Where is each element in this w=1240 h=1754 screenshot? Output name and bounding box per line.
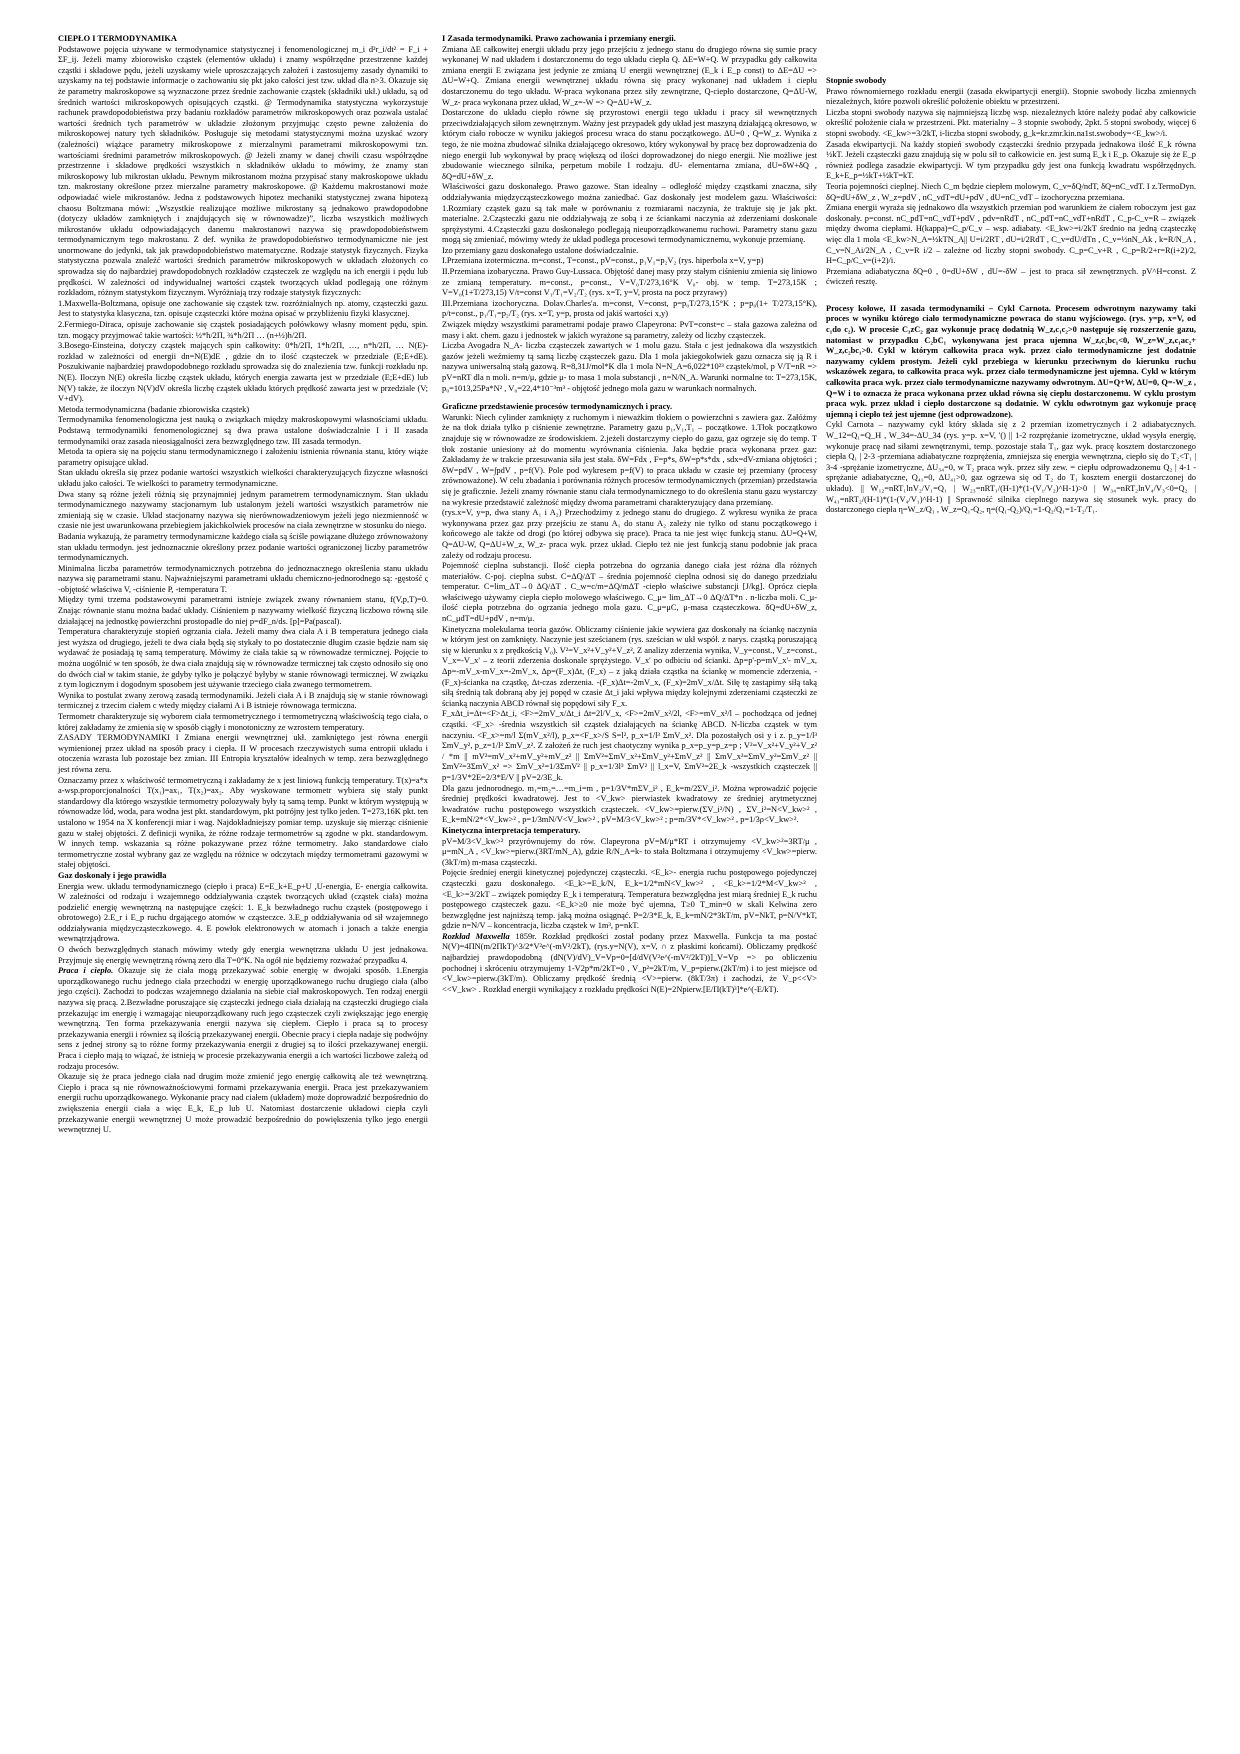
paragraph: I.Przemiana izotermiczna. m=const., T=const., pV=const., p₁V₁=p₂V₂ (rys. hiperbola x=V, y=p) [442,256,764,266]
paragraph: Oznaczamy przez x właściwość termometryczną i zakładamy że x jest liniową funkcją temperatury. T(x)=a*x a-wsp.proporcjonalności T(x₁)=ax₁, T(x₂)=ax₂. Aby wyskowane termometr wybiera się stały punkt standardowy dla którego wszystkie termometry polozywały były tą samą temp. Punkt w którym występują w równowadze lód, woda, para wodna jest pkt. standardowym, pkt potrójny jest tylko jeden. T=273,16K pkt. ten ustalono w 1954 na X konferencji miar i wag. Najdokładniejszy pomiar temp. uzyskuje się mierząc ciśnienie gazu w stałej objętości. Z definicji wynika, że różne rodzaje termometrów są zgodne w pkt. standardowym. W innych temp. wskazania są różne pokazywane przez różne termometry. Jako standardowe ciało termometryczne został wybrany gaz ze względu na różnice w odczytach między termometrami gazowymi w stałej objętości. [58,775,428,870]
spacer [826,296,1196,304]
column-right [826,76,1196,516]
section-heading: Kinetyczna interpretacja temperatury. [442,825,581,835]
section-heading: Procesy kołowe, II zasada termodynamiki – Cykl Carnota. Procesem odwrotnym nazywamy taki proces w wyniku którego ciało termodynamiczne powraca do stanu wyjściowego. (rys. y=p, x=V, od c₁do c₂). W procesie C₁zC₂ gaz wykonuje pracę dodatnią W_z,c₁c₂>0 następuje się rozszerzenie gazu, natomiast w przypadku C₂bC₁ wykonywana jest praca ujemna W_z,c₂bc₁<0, W_z=W_z,c₁ac₂+ W_z,c₂bc₁>0. Cykl w którym całkowita praca wyk. przez ciało termodynamiczne jest dodatnie nazywamy cyklem prostym. Jeżeli cykl przebiega w kierunku przeciwnym do kierunku ruchu wskazówek zegara, to całkowita praca wyk. przez ciało termodynamiczne jest ujemna. Cykl w którym całkowita praca wyk. przez ciało termodynamiczne nazywamy odwrotnym. ΔU=Q+W, ΔU=0, Q=-W_z , Q=W i to oznacza że praca wykonana przez układ równa się ciepłu dostarczonemu. W cyklu prostym praca wyk. przez układ i ciepło dostarczone są dodatnie. W cyklu odwrotnym gaz wykonuje pracę ujemną i ciepło też jest ujemne (jest odprowadzone). [826,303,1196,419]
paragraph: Wynika to postulat zwany zerową zasadą termodynamiki. Jeżeli ciała A i B znajdują się w stanie równowagi termicznej z trzecim ciałem c wtedy między ciałami A i B istnieje równowaga termiczna. [58,690,428,711]
paragraph-text: Okazuje się że ciała mogą przekazywać sobie energię w dwojaki sposób. 1.Energia uporządkowanego ruchu jednego ciała przechodzi w energię uporządkowanego ruchu drugiego ciała (albo jego części). Zachodzi to podczas wzajemnego działania na siebie ciał makroskopowych. Ten rodzaj energii nazywa się pracą. 2.Bezwładne poruszające się cząsteczki jednego ciała działają na cząsteczki drugiego ciała przekazując im energię i wzmagając nieuporządkowany ruch jego cząsteczek czyli zwiększając jego energię wewnętrzną. Ten forma przekazywania energii nazywa się ciepłem. Ciepło i praca są to procesy przekazywania energii i równiez są ilością przekazywanej energii. Obecnie pracy i ciepła nadaje się podwójny sens z jednej strony są to różne formy przekazywania energii z drugiej są to ilości przekazywanej energii. Praca i ciepło mają to wiązać, że istnieją w procesie przekazywania energii a ich wartości liczbowe zależą od rodzaju procesów. [58,966,428,1071]
paragraph [442,932,817,996]
paragraph: 1.Maxwella-Boltzmana, opisuje one zachowanie się cząstek tzw. rozróżnialnych np. atomy, cząsteczki gazu. Jest to statystyka klasyczna, tzn. opisuje cząsteczki które można opisać w przybliżeniu fizyki klasycznej. [58,298,428,319]
paragraph: Stan układu określa się przez podanie wartości wszystkich wielkości charakteryzujących fizyczne własności układu jako całości. Te wielkości to parametry termodynamiczne. [58,468,428,488]
column-left [58,34,428,1136]
paragraph: O dwóch bezwzględnych stanach mówimy wtedy gdy energia wewnętrzna układu U jest jednakowa. Przyjmuje się energię wewnętrzną równą zero dla T=0°K. Na ogół nie będziemy rozważać przypadku 4. [58,945,428,965]
section-heading: Gaz doskonały i jego prawidła [58,870,167,880]
section-heading: Graficzne przedstawienie procesów termodynamicznych i pracy. [442,402,673,412]
paragraph: Energia wew. układu termodynamicznego (ciepło i praca) E=E_k+E_p+U ,U-energia, E- energia całkowita. W zależności od rodzaju i wzajemnego oddziaływania cząstek tworzących układ (cząstek ciała) można podzielić energię wewnętrzną na następujące części: 1. E_k bezwładnego ruchu cząstek (postępowego i obrotowego) 2.E_r i E_p ruchu drgającego atomów w cząsteczce. 3.E_p oddziaływania od sił wzajemnego oddziaływania międzycząsteczkowego. 4. E powłok elektronowych w atomach i jonach a także energia wewnątrzjądrowa. [58,881,428,944]
section-heading: I Zasada termodynamiki. Prawo zachowania i przemiany energii. [442,34,676,43]
paragraph: Prawo równomiernego rozkładu energii (zasada ekwipartycji energii). Stopnie swobody liczba zmiennych niezależnych, które pozwoli określić położenie obiektu w przestrzeni. [826,86,1196,107]
paragraph: Kinetyczna molekularna teoria gazów. Obliczamy ciśnienie jakie wywiera gaz doskonały na ściankę naczynia w którym jest on zamknięty. Naczynie jest sześcianem (rys. sześcian w ukł współ. z narys. cząstką poruszającą się w kierunku x z prędkością V₀). V²=V_x²+V_y²+V_z², Z analizy zderzenia wynika, V_y=const., V_z=const., V_x=-V_x' – z teorii zderzenia doskonale sprężystego. V_x' po odbiciu od ścianki. Δp=p'-p=mV_x'- mV_x, Δp=-mV_x-mV_x=-2mV_x, Δp=(F_x)Δt, (F_x) – z jaką działa cząstka na ściankę w momencie zderzenia, -(F_x)-ścianka na cząstkę, Δt-czas zderzenia. -(F_x)Δt=-2mV_x, (F_x)=2mV_x/Δt. Siłę tę zastąpimy siłą taką siłą średnią tak dobraną aby jej popęd w czasie Δt_i jaki wpływa między kolejnymi zderzeniami cząsteczki ze ścianką naczynia ABCD równał się popędowi siły F_x. [442,624,817,708]
paragraph: Przemiana adiabatyczna δQ=0 , 0=dU+δW , dU=-δW – jest to praca sił zewnętrznych. pV^H=const. Z ćwiczeń resztę. [826,266,1196,287]
paragraph: Zmiana ΔE całkowitej energii układu przy jego przejściu z jednego stanu do drugiego równa się sumie pracy wykonanej W nad układem i dostarczonemu do tego układu ciepła Q. ΔE=W+Q. W przypadku gdy całkowita zmiana energii E związana jest jedynie ze zmianą U energii wewnętrznej (E_k i E_p const) to ΔE=ΔU => ΔU=W+Q. Zmiana energii wewnętrznej układu równa się pracy wykonanej nad układem i ciepłu dostarczonemu do tego układu. W-praca wykonana przez siły zewnętrzne, Q-ciepło dostarczone, Q=ΔU-W, W_z- praca wykonana przez układ, W_z=-W => Q=ΔU+W_z. [442,44,817,107]
paragraph: Związek między wszystkimi parametrami podaje prawo Clapeyrona: PvT=const=c – stała gazowa zależna od masy i akt. chem. gazu i jednostek w jakich wyrażone są parametry, zależy od liczby cząsteczek. [442,320,817,340]
paragraph: Cykl Carnota – nazywamy cykl który składa się z 2 przemian izometrycznych i 2 adiabatycznych. W_12=Q₁=Q_H , W_34=-ΔU_34 (rys. y=p. x=V, '() || 1-2 rozprężanie izometryczne, układ wysyła energię, wykonuje pracę nad siłami zewnętrznymi, temp. pozostaje stała T₁, gaz wyk. pracę kosztem dostarczonego ciepła Q₁ | 2-3 -przemiana adiabatyczne rozprężenia, zmniejsza się energia wewnętrzna, ciepło się do T₂<T₁ | 3-4 -sprężanie izometryczne, ΔU₃₄=0, w T₂ praca wyk. przez siły zew. = ciepłu odprowadzonemu Q₂ | 4-1 -sprężanie adiabatyczne, Q₄₁=0, ΔU₄₁>0, gaz ogrzewa się od T₂ do T₁ kosztem energii dostarczonej do układu). || W₁₂=nRT₁lnV₂/V₁=Q₁ | W₂₃=nRT₁/(H-1)*(1-(V₁/V₂)^H-1)>0 | W₃₄=nRT₂lnV₄/V₃<0=Q₂ | W₄₁=nRT₂/(H-1)*(1-(V₄/V₁)^H-1) || Sprawność silnika cieplnego nazywa się stosunek wyk. pracy do dostarczonego ciepła η=W_z/Q₁ , W_z=Q₁-Q₂, η=(Q₁-Q₂)/Q₁=1-Q₂/Q₁=1-T₂/T₁. [826,420,1196,515]
inline-heading: Rozkład Maxwella [442,931,510,941]
column-middle [442,34,817,995]
spacer [826,288,1196,296]
paragraph: Liczba Avogadra N_A- liczba cząsteczek zawartych w 1 molu gazu. Stała c jest jednakowa dla wszystkich gazów jeżeli weźmiemy tą samą liczbę cząsteczek gazu. Dla 1 mola jakiegokolwiek gazu oznacza się ją R i nazywa uniwersalną stałą gazową. R=8,31J/mol*K dla 1 mola N=N_A=6,022*10²³ cząstek/mol, p V/T=nR => pV=nRT dla n moli. n=m/μ, gdzie μ- to masa 1 mola substancji , n=N/N_A. Warunki normalne to: T=273,15K, p₀=1013,25Pa*N² , V₀=22,4*10⁻³m³ - objętość jednego mola gazu w warunkach normalnych. [442,341,817,393]
paragraph: Dla gazu jednorodnego. m₁=m₂=…=m_i=m , p=1/3V*mΣV_i² , E_k=m/2ΣV_i². Można wprowadzić pojęcie średniej prędkości kwadratowej. Jest to <V_kw> pierwiastek kwadratowy ze średniej arytmetycznej kwadratów ruchu postępowego wszystkich cząsteczek. <V_kw>=pierw.(ΣV_i²/N) , ΣV_i²=N<V_kw>² , E_k=mN/2*<V_kw>² , p=1/3mN/V<V_kw>² , pV=M/3<V_kw>² ; p=m/3V*<V_kw>² , p=1/3ρ<V_kw>². [442,783,817,825]
paragraph: F_xΔt_i=Δt=<F>Δt_i, <F>=2mV_x/Δt_i Δt=2l/V_x, <F>=2mV_x²/2l, <F>=mV_x²/l – pochodząca od jednej cząstki. <F_x> -średnia wszystkich sił cząstek działających na ściankę ABCD. N-liczba cząstek w tym naczyniu. <F_x>=m/l Σ(mV_x²/l), p_x=<F_x>/S S=l², p_x=1/l³ ΣmV_x². Dla pozostałych osi y i z. p_y=1/l³ ΣmV_y², p_z=1/l³ ΣmV_z². Z założeń że ruch jest chaotyczny wynika p_x=p_y=p_z=p ; V²=V_x²+V_y²+V_z² / *m || mV²=mV_x²+mV_y²+mV_z² || ΣmV²=ΣmV_x²+ΣmV_y²+ΣmV_z² || ΣmV_x²=ΣmV_y²=ΣmV_z² || ΣmV²=3ΣmV_x² => ΣmV_x²=1/3ΣmV² || p_x=1/3l³ ΣmV² || l_x=V, ΣmV²=2E_k -wszystkich cząsteczek || p=1/3V*2E=2/3*E/V || pV=2/3E_k. [442,709,817,782]
paragraph: Między tymi trzema podstawowymi parametrami istnieje związek zwany równaniem stanu, f(V,p,T)=0. Znając równanie stanu można badać układy. Ciśnieniem p nazywamy wielkość fizyczną liczbowo równą sile działającej na jednostkę powierzchni prostopadle do niej p=dF_n/ds. [p]=Pa(pascal). [58,595,428,626]
paragraph: III.Przemiana izochoryczna. Dolav.Charles'a. m=const, V=const, p=p₀T/273,15°K ; p=p₀(1+ T/273,15°K), p/t=const., p₁/T₁=p₂/T₂ (rys. x=T, y=p, prosta od jakiś wartości x,y) [442,298,817,319]
paragraph: Okazuje się że praca jednego ciała nad drugim może zmienić jego energię całkowitą ale też wewnętrzną. Ciepło i praca są nie równoważnościowymi formami przekazywania energii. Praca jest przekazywaniem energii ruchu uporządkowanego. Wykonanie pracy nad ciałem (układem) może doprowadzić bezpośrednio do zwiększenia energii ciała a więc E_k, E_p lub U. Natomiast dostarczenie układowi ciepła czyli przekazywanie energii wewnętrznej U może prowadzić bezpośrednio do powiększenia tylko jego energii wewnętrznej U. [58,1072,428,1135]
paragraph: II.Przemiana izobaryczna. Prawo Guy-Lussaca. Objętość danej masy przy stałym ciśnieniu zmienia się liniowo ze zmianą temperatury. m=const., p=const., V=V₀T/273,16°K V₀- obj. w temp. T=273,15K ; V=V₀(1+T/273,15) V/t=const V₁/T₁=V₂/T₂ (rys. x=T, y=V, prosta na pocz przyrawy) [442,267,817,298]
paragraph: Teoria pojemności cieplnej. Niech C_m będzie ciepłem molowym, C_v=δQ/ndT, δQ=nC_vdT. I z.TermoDyn. δQ=dU+δW_z , W_z=pdV , nC_vdT=dU+pdV , dU=nC_vdT – izochoryczna przemiana. [826,181,1196,202]
paragraph: 2.Fermiego-Diraca, opisuje zachowanie się cząstek posiadających połówkowy własny moment pędu, spin. tzn. mogący przyjmować takie wartości: ½*h/2Π, ¾*h/2Π … (n+½)h/2Π. [58,320,428,340]
paragraph: pV=M/3<V_kw>² przyrównujemy do rów. Clapeyrona pV=M/μ*RT i otrzymujemy <V_kw>²=3RT/μ , μ=mN_A , <V_kw>=pierw.(3RT/mN_A), gdzie R/N_A=k- to stała Boltzmana i otrzymujemy <V_kw>=pierw.(3kT/m) m-masa cząsteczki. [442,836,817,867]
paragraph: Pojęcie średniej energii kinetycznej pojedynczej cząsteczki. <E_k>- energia ruchu postępowego pojedynczej cząsteczki gazu doskonałego. <E_k>=E_k/N, E_k=1/2*mN<V_kw>² , <E_k>=1/2*M<V_kw>² , <E_k>=3/2kT – związek pomiędzy E_k i temperaturą. Temperatura bezwzględna jest miarą średniej E_k ruchu postępowego cząsteczek gazu. <E_k>≥0 nie może być ujemna, T≥0 T_min=0 w skali Kelwina zero bezwzględne jest najniższą temp. jaką można osiągnąć. P=2/3*E_k, E_k=mN/2*3kT/m, pV=NkT, p=N/V*kT, gdzie n=N/V – koncentracja, liczba cząstek w 1m³, p=nkT. [442,868,817,931]
paragraph: Temperatura charakteryzuje stopień ogrzania ciała. Jeżeli mamy dwa ciała A i B temperatura jednego ciała jest wyższa od drugiego, jeżeli te dwa ciała będą się stykały to po dostatecznie długim czasie będzie nam się wydawać że posiadają tę samą temperaturę. Mówimy że ciała takie są w równowadze termicznej. Pojęcie to można uogólnić w ten sposób, że dwa ciała znajdują się w równowadze termicznej tak często odnosiło się ono do dwóch ciał w takim stanie, że gdyby tylko je połączyć byłyby w stanie równowagi termicznej. W związku z tym logicznym i dogodnym sposobem jest używanie trzeciego ciała zwanego termometrem. [58,627,428,690]
paragraph: 3.Bosego-Einsteina, dotyczy cząstek mających spin całkowity: 0*h/2Π, 1*h/2Π, …, n*h/2Π, … N(E)- rozkład w zależności od energii dn=N(E)dE , gdzie dn to ilość cząsteczek w przedziale (E;E+dE). Poszukiwanie najbardziej prawdopodobnego rozkładu sprowadza się do znalezienia tzw. funkcji rozkładu np. N(E). Iloczyn N(E) określa liczbę cząstek układu, których energia zawarta jest w przedziale (E;E+dE) lub N(V) także, że iloczyn N(V)dV określa liczbę cząstek układu których prędkość zawarta jest w przedziale (V; V+dV). [58,341,428,404]
section-heading: Metoda termodynamiczna (badanie zbiorowiska cząstek) [58,404,250,414]
paragraph: Warunki: Niech cylinder zamknięty z ruchomym i nieważkim tłokiem o powierzchni s zawiera gaz. Załóżmy że na tłok działa tylko p ciśnienie zewnętrzne. Parametry gazu p₁,V₁,T₁ – początkowe. 1.Tłok początkowo znajduje się w równowadze ze środowiskiem. 2.jeżeli dostarczymy ciepło do gazu, gaz ogrzeje się do temp. T tłok zostanie uniesiony aż do momentu wyrównania ciśnienia. Jaka będzie praca wykonana przez gaz: Zakładamy że w trakcie przesuwania siła jest stała. δW=Fdx , F=p*s, δW=p*s*dx , sdx=dV-zmiana objętości ; δW=pdV , W=∫pdV , p=f(V). Pole pod wykresem p=f(V) to praca układu w czasie tej przemiany (procesy zrównoważone). W celu zbadania i porównania różnych procesów termodynamicznych (przemian) przedstawia się je graficznie. Jeżeli znamy równanie stanu ciała termodynamicznego to do określenia stanu gazu wystarczy na wykresie przedstawić zależność między dwoma parametrami charakteryzujący dana przemianę. [442,412,817,507]
section-heading: Stopnie swobody [826,76,887,85]
paragraph: Podstawowe pojęcia używane w termodynamice statystycznej i fenomenologicznej m_i d²r_i/dt² = F_i + ΣF_ij. Jeżeli mamy zbiorowisko cząstek (elementów układu) i znamy współrzędne przestrzenne każdej cząstki i składowe pędu, jeżeli uzyskamy wiele uproszczających założeń i zastosujemy zasady dynamiki to uzyskamy na tej podstawie informacje o zachowaniu się pkt jako całości jest tzw. układ dla n>3. Okazuje się że parametry makroskopowe są wyznaczone przez średnie zachowanie cząstek (składniki ukł.) układu, są od średnich wartości mikroskopowych opisujących cząstki. @ Termodynamika statystyczna wykorzystuje rachunek prawdopodobieństwa przy badaniu rozkładów parametrów mikroskopowych oraz pozwala ustalać wartości średnich tych parametrów w układzie złożonym przyjmując często pewne założenia do mikroskopowej natury tych składników. Posługuje się metodami statystycznymi można uzyskać wzory (zależności) wiążące parametry mikroskopowe z mierzalnymi parametrami mikroskopowymi tzn. wartościami średnimi parametrów mikroskopowych. @ Jeżeli znamy w danej chwili czasu współrzędne przestrzenne i składowe prędkości wszystkich n składników układu to mówimy, że znamy stan mikroskopowy lub mikrostan układu. Pewnym mikrostanom można przypisać stany makroskopowe układu tzn. makrostany określone przez mierzalne parametry makroskopowe. @ Każdemu makrostanowi może odpowiadać wiele mikrostanów. Jedna z podstawowych hipotez mechaniki statystycznej zwana hipotezą chaosu Boltzmana mówi: „Wszystkie realizujące możliwe mikrostany są jednakowo prawdopodobne (dotyczy układów zamkniętych i znajdujących się w równowadze)”, liczba wszystkich możliwych mikrostanów układu odpowiadających danemu makrostanowi nazywa się prawdopodobieństwem termodynamicznym tego makrostanu. Z def. wynika że prawdopodobieństwo termodynamiczne nie jest unormowane do jedynki, tak jak prawdopodobieństwo matematyczne. Rodzaje statystyk fizycznych. Fizyka statystyczna pozwala znaleźć wartości średnich parametrów mikroskopowych w układach złożonych co sprowadza się do najbardziej prawdopodobnych rozkładów cząsteczek ze względu na ich energii i pędu lub prędkości. W zależności od indywidualnej wartości cząstek tworzących układ podlegają one różnym rozkładom, różnym statystykom fizycznym. Wyróżniają trzy rodzaje statystyk fizycznych: [58,44,428,298]
spacer [442,394,817,402]
paragraph [58,966,428,1072]
paragraph: Minimalna liczba parametrów termodynamicznych potrzebna do jednoznacznego określenia stanu układu nazywa się parametrami stanu. Najważniejszymi parametrami układu chemiczno-jednorodnego są: -gęstość ς -objętość właściwa V, -ciśnienie P, -temperatura T. [58,563,428,594]
inline-heading: Praca i ciepło. [58,966,114,976]
paragraph: Badania wykazują, że parametry termodynamiczne każdego ciała są ściśle powiązane dłużego zrównoważony stan układu termodyn. jest jednoznacznie określony przez podanie wartości ograniczonej liczby parametrów termodynamicznych. [58,531,428,563]
paragraph: Zasada ekwipartycji. Na każdy stopień swobody cząsteczki średnio przypada jednakowa ilość E_k równa ½kT. Jeżeli cząsteczki gazu znajdują się w polu sił to całkowicie en. jest sumą E_k i E_p. Okazuje się że E_p również podlega zasadzie ekwipartycji. W tym przypadku gdy jest ona funkcją kwadratu współrzędnych. E_k+E_p=½kT+½kT=kT. [826,139,1196,181]
paragraph-text: 1859r. Rozkład prędkości został podany przez Maxwella. Funkcja ta ma postać N(V)=4ΠN(m/2ΠkT)^3/2*V²e^(-mV²/2kT), (rys.y=N(V), x=V, ∩ z płaskimi końcami). Obliczamy prędkość najbardziej prawdopodobną (dN(V)/dV)_V=Vp=0=[d/dV(V²e^(-mV²/2kT))]_V=Vp => po obliczeniu pochodnej i skróceniu otrzymujemy 1-V2p*m/2kT=0 , V_p²=2kT/m, V_p=pierw.(2kT/m) i to jest miejsce od <V_kw>=pierw.(3kT/m). Obliczamy prędkość średnią <V>=pierw. (8kT/3π) i zachodzi, że V_p<<V><<V_kw> . Rozkład energii wynikający z rozkładu prędkości N(E)=2Npierw.[E/Π(kT)³]*e^(-E/kT). [442,931,817,994]
paragraph: (rys.x=V, y=p, dwa stany A₁ i A₂) Przechodzimy z jednego stanu do drugiego. Z wykresu wynika że praca wykonywana przez gaz przy przejściu ze stanu A₁ do stanu A₂ zależy nie tylko od stanu początkowego i końcowego ale także od drogi (po której odbywa się prace). Praca ta nie jest więc funkcją stanu. ΔU=Q+W, Q=ΔU-W, Q=ΔU+W_z, W_z- praca wyk. przez układ. Ciepło też nie jest funkcją stanu podobnie jak praca zależy od rodzaju procesu. [442,508,817,560]
document-title: CIEPŁO I TERMODYNAMIKA [58,34,177,43]
paragraph: Metoda ta opiera się na pojęciu stanu termodynamicznego i założeniu istnienia równania stanu, który wiąże parametry opisujące układ. [58,447,428,467]
paragraph: Termodynamika fenomenologiczna jest nauką o związkach między makroskopowymi własnościami układu. Podstawą termodynamiki fenomenologicznej są dwa prawa ustalone doświadczalnie I i II zasada termodynamiki oraz zasada nieosiągalności zera bezwzględnego tzw. III zasada termodyn. [58,415,428,446]
paragraph: Izo przemiany gazu doskonałego ustalone doświadczalnie. [442,245,639,255]
paragraph: Termometr charakteryzuje się wyborem ciała termometrycznego i termometryczną właściwością tego ciała, o której zakładamy że zmienia się w sposób ciągły i monotoniczny ze wzrostem temperatury. [58,712,428,732]
paragraph: ZASADY TERMODYNAMIKI I Zmiana energii wewnętrznej ukł. zamkniętego jest równa energii wymienionej przez układ na sposób pracy i ciepła. II W procesach rzeczywistych suma entropii układu i otoczenia wzrasta lub pozostaje bez zmian. III Entropia kryształów idealnych w temp. zera bezwzględnego jest równa zeru. [58,733,428,774]
paragraph: Dwa stany są różne jeżeli różnią się przynajmniej jednym parametrem termodynamicznym. Stan układu termodynamicznego nazywamy stacjonarnym lub ustalonym jeżeli wartości wszystkich parametrów nie zmieniają się w czasie. Układ stacjonarny nazywa się nierównowadzeniowym jeżeli jego niezmienność w czasie nie jest uwarunkowana przebiegiem jakichkolwiek procesów na ciała zewnętrzne w stosunku do niego. [58,489,428,531]
paragraph: Dostarczone do układu ciepło równe się przyrostowi energii tego układu i pracy sił wewnętrznych przeciwdziałających siłom zewnętrznym. Ważny jest przypadek gdy układ jest maszyną działającą okresowo, w którym ciało robocze w wyniku jakiegoś procesu wraca do stanu początkowego. ΔU=0 , Q=W_z. Wynika z tego, że nie można zbudować silnika działającego okresowo, który wykonywał by pracę bez doprowadzenia do niego energii lub wykonywał by pracę większą od ilości doprowadzonej do niego energii. Nie możliwe jest zbudowanie wiecznego silnika, perpetum mobile I rodzaju. dU- elementarna zmiana, dU=δW+δQ , δQ=dU+δW_z. [442,108,817,181]
paragraph: Pojemność cieplna substancji. Ilość ciepła potrzebna do ogrzania danego ciała jest różna dla różnych materiałów. C-poj. cieplna subst. C=ΔQ/ΔT – średnia pojemność cieplna odnosi się do danego przedziału temperatur. C=lim_ΔT→0 ΔQ/ΔT . C_w=c/m=ΔQ/mΔT -ciepło właściwe substancji [J/kg]. Oprócz ciepła właściwego używamy ciepła ciepło molowego właściwego. C_μ= lim_ΔT→0 ΔQ/ΔT*n . n-liczba moli. C_μ-ilość ciepła potrzebna do ogrzania jednego mola gazu. C_μ=μC, μ-masa cząsteczkowa. δQ=dU+δW_z, nC_μdT=dU+pdV , n=m/μ. [442,561,817,624]
paragraph: Liczba stopni swobody nazywa się najmniejszą liczbę wsp. niezależnych które należy podać aby całkowicie określić położenie ciała w przestrzeni. Pkt. materialny – 3 stopnie swobody, 2pkt. 5 stopni swobody, więcej 6 stopni swobody. <E_kw>=3/2kT, i-liczba stopni swobody, g_k=kr.zmr.kin.na1st.swobody=<E_kw>/i. [826,107,1196,138]
paragraph: Właściwości gazu doskonałego. Prawo gazowe. Stan idealny – odległość między cząstkami znaczna, siły oddziaływania międzycząsteczkowego można zaniedbać. Gaz doskonały jest modelem gazu. Właściwości: 1.Rozmiary cząstek gazu są tak małe w porównaniu z rozmiarami naczynia, że traktuje się je jak pkt. materialne. 2.Cząsteczki gazu nie oddziaływają ze sobą i ze ściankami naczynia aż zderzeniami doskonale sprężystymi. 4.Cząsteczki gazu doskonałego podlegają nieuporządkowanemu ruchowi. Parametry stanu gazu mogą się zmieniać, mówimy wtedy że układ podlega procesowi termodynamicznemu, wykonuje przemianę. [442,182,817,245]
paragraph: Zmiana energii wyraża się jednakowo dla wszystkich przemian pod warunkiem że ciałem roboczym jest gaz doskonały. p=const. nC_pdT=nC_vdT+pdV , pdv=nRdT , nC_pdT=nC_vdT+nRdT , C_p-C_v=R – związek między dwoma ciepłami. H(kappa)=C_p/C_v – wsp. adiabaty. <E_kw>=i/2kT średnio na jedną cząsteczkę więc dla 1 mola <E_kw>N_A=½kTN_A|| U=i/2RT , dU=i/2RdT , C_v=dU/dTn , C_v=½nN_Ak , k=R/N_A , C_v=N_Ai/2N_A , C_v=R i/2 – zależne od liczby stopni swobody. C_p=C_v+R , C_p=R/2+r=R(i+2)/2, H=C_p/C_v=(i+2)/i. [826,203,1196,266]
